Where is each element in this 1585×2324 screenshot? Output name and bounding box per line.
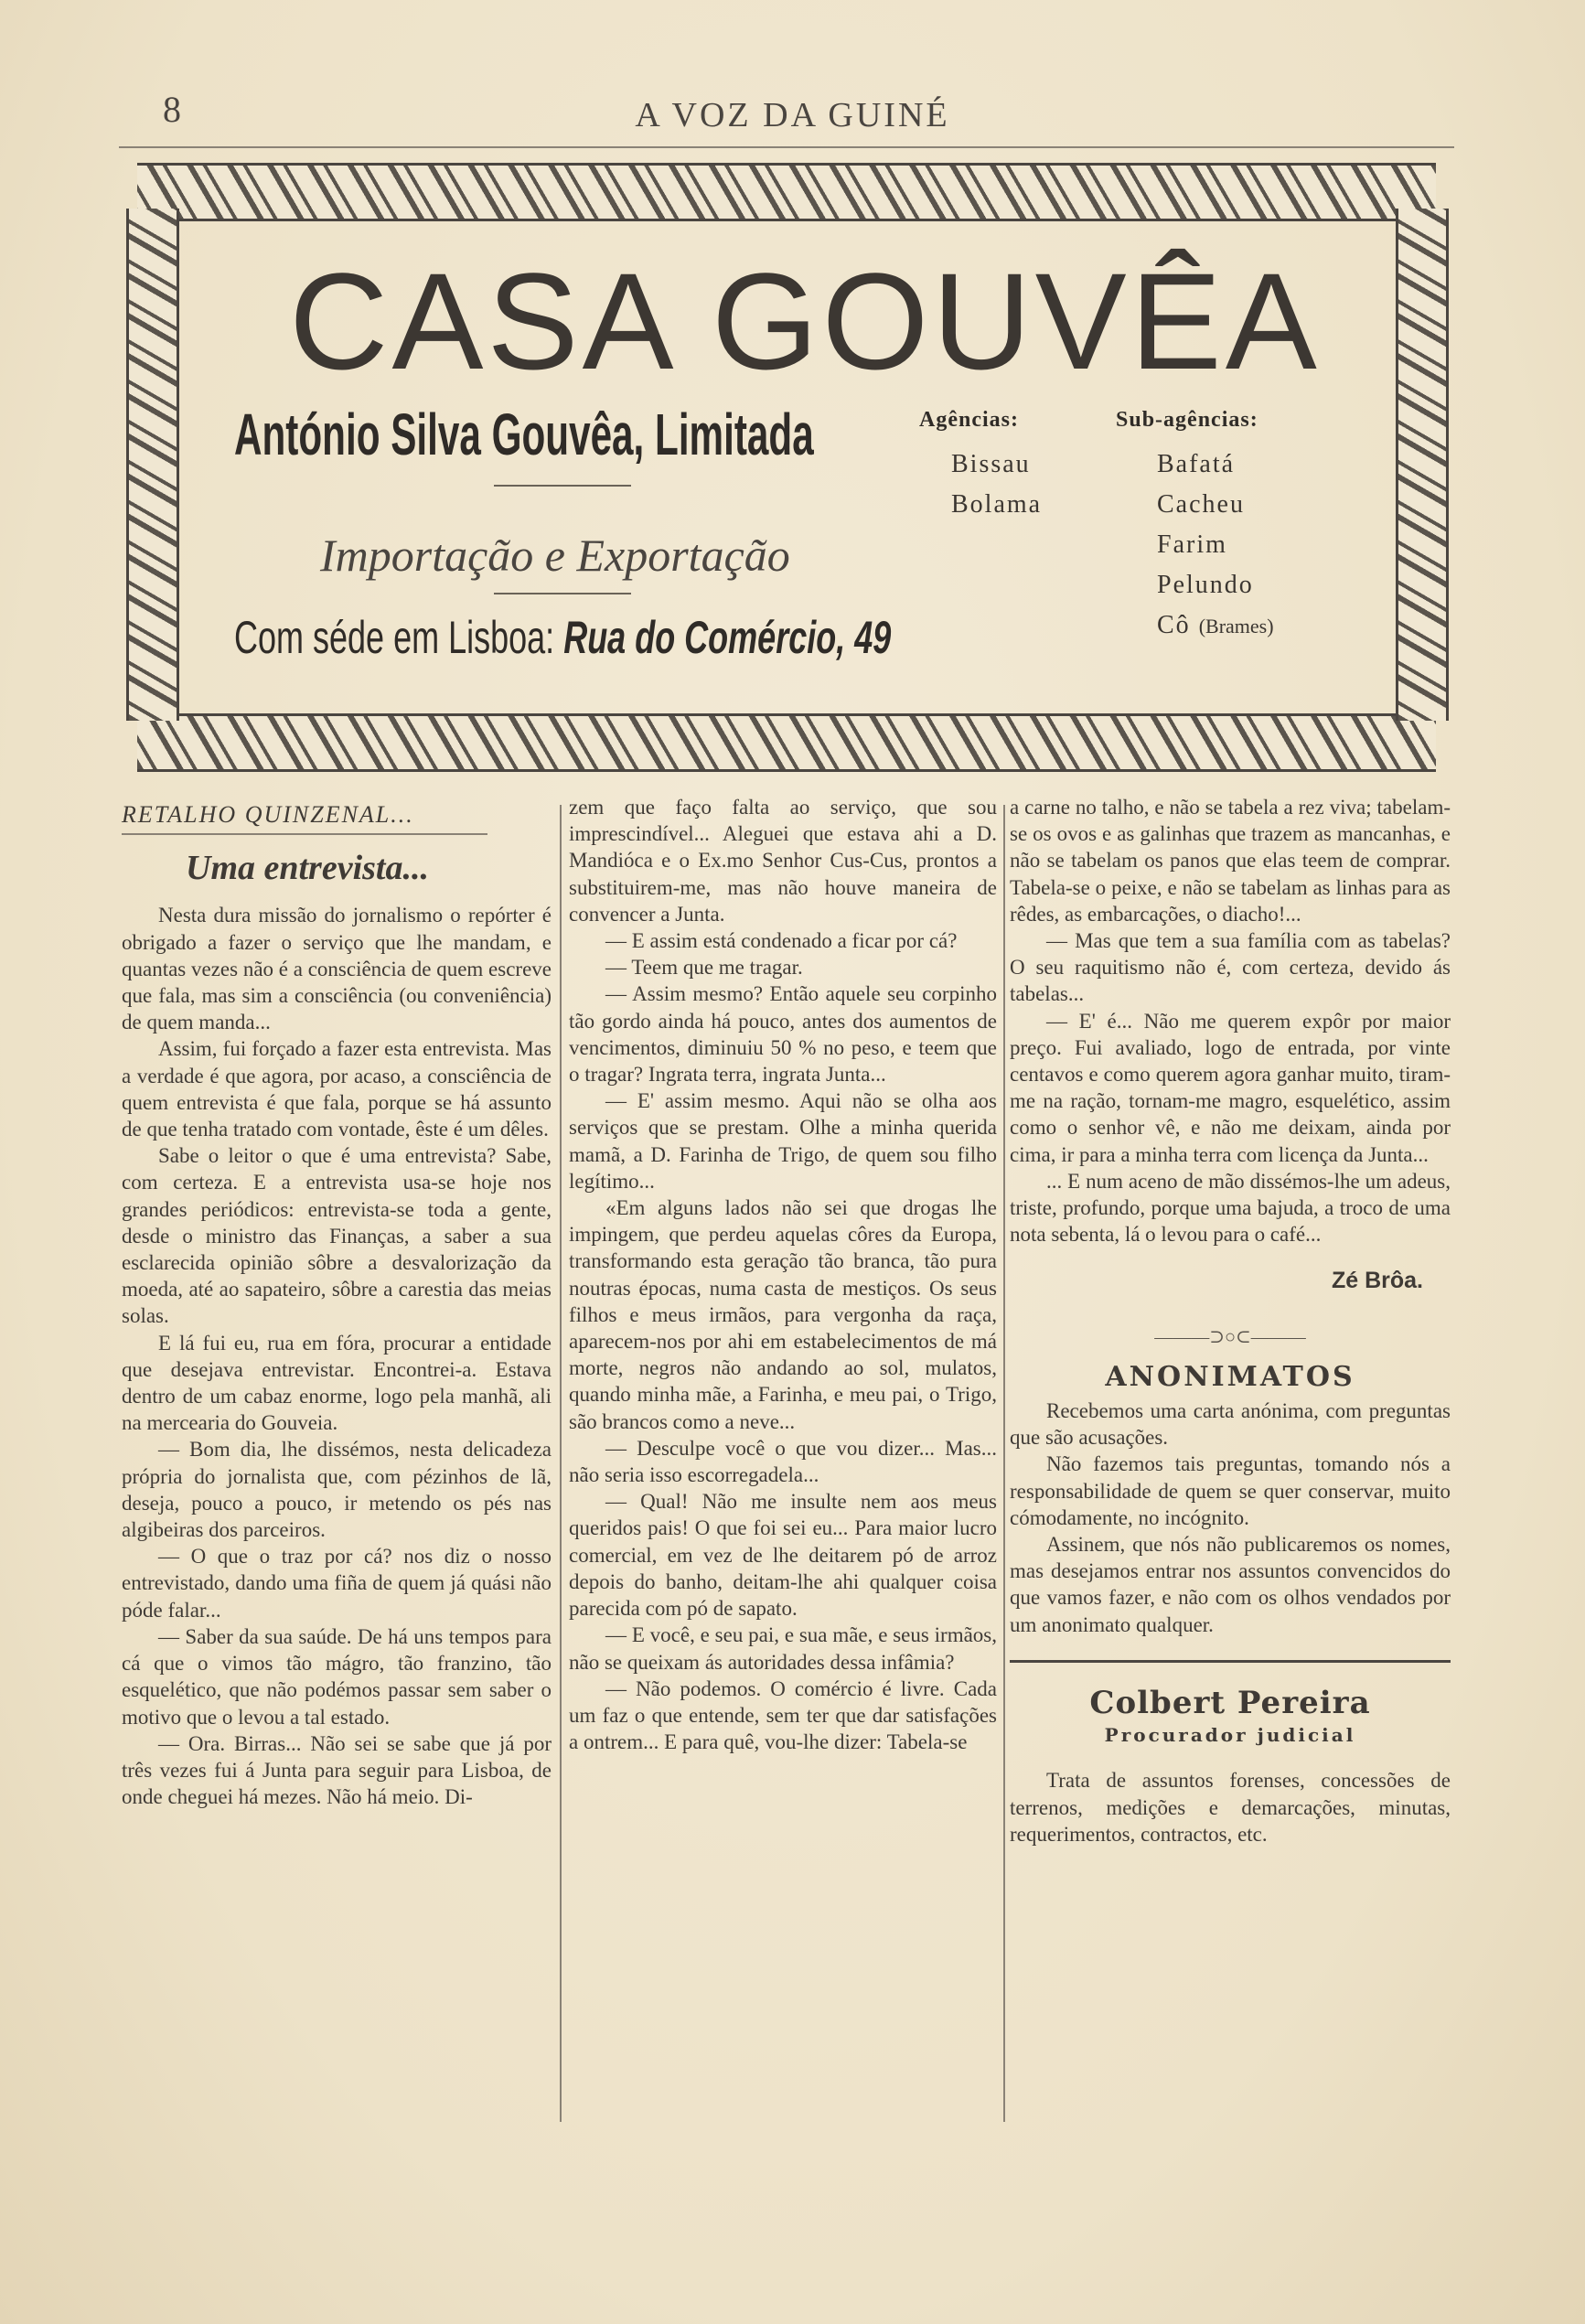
ad-divider bbox=[494, 485, 631, 487]
agencias-heading: Agências: bbox=[919, 408, 1019, 432]
subagencia-co: Cô bbox=[1157, 611, 1191, 639]
article-title: Uma entrevista... bbox=[186, 849, 429, 888]
subagencia-co-note: (Brames) bbox=[1198, 615, 1274, 637]
article-column-3 bbox=[1010, 794, 1451, 1847]
subagencia-item: Bafatá bbox=[1157, 450, 1236, 478]
agencia-item: Bissau bbox=[951, 450, 1031, 478]
ornamental-border-right bbox=[1396, 209, 1449, 721]
subagencias-heading: Sub-agências: bbox=[1116, 408, 1258, 432]
article-signature: Zé Brôa. bbox=[1331, 1268, 1423, 1294]
colbert-title: Procurador judicial bbox=[1104, 1724, 1356, 1747]
article-paragraph: Assim, fui forçado a fazer esta entrevista. Mas a verdade é que agora, por acaso, a consciência de quem entrevista é que fala, porque se há assunto de que tenha tratado com vontade, êste é um dêles. bbox=[122, 1037, 552, 1141]
article-paragraph: Nesta dura missão do jornalismo o repórter é obrigado a fazer o serviço que lhe mandam, e quantas vezes não é a consciência de quem escreve que fala, mas sim a consciência (ou conveniência) de quem manda... bbox=[122, 904, 552, 1034]
anonimatos-paragraph: Recebemos uma carta anónima, com preguntas que são acusações. bbox=[1010, 1399, 1451, 1450]
article-paragraph: E lá fui eu, rua em fóra, procurar a entidade que desejava entrevistar. Encontrei-a. Estava dentro de um cabaz enorme, logo pela manhã, ali na mercearia do Gouveia. bbox=[122, 1331, 552, 1435]
article-paragraph: — Assim mesmo? Então aquele seu corpinho tão gordo ainda há pouco, antes dos aumentos de vencimentos, diminuiu 50 % no peso, e teem que o tragar? Ingrata terra, ingrata Junta... bbox=[569, 982, 997, 1087]
masthead: A VOZ DA GUINÉ bbox=[635, 96, 950, 134]
ad-activity: Importação e Exportação bbox=[320, 530, 790, 581]
article-paragraph: — O que o traz por cá? nos diz o nosso entrevistado, dando uma fiña de quem já quási não póde falar... bbox=[122, 1545, 552, 1622]
anonimatos-paragraph: Assinem, que nós não publicaremos os nomes, mas desejamos entrar nos assuntos convencidos do que vamos fazer, e não com os olhos vendados por um anonimato qualquer. bbox=[1010, 1533, 1451, 1636]
header-rule bbox=[119, 146, 1454, 148]
ad-divider bbox=[494, 593, 631, 594]
ornamental-border-top bbox=[137, 163, 1436, 221]
article-paragraph: zem que faço falta ao serviço, que sou imprescindível... Aleguei que estava ahi a D. Mandióca e o Ex.mo Senhor Cus-Cus, prontos a substituirem-me, mas não houve maneira de convencer a Junta. bbox=[569, 796, 997, 926]
section-divider bbox=[1010, 1660, 1451, 1663]
ad-title: CASA GOUVÊA bbox=[289, 244, 1321, 398]
agencia-item: Bolama bbox=[951, 490, 1043, 519]
article-paragraph: — E você, e seu pai, e sua mãe, e seus irmãos, não se queixam ás autoridades dessa infâmia? bbox=[569, 1623, 997, 1674]
ad-headquarters-address: Rua do Comércio, 49 bbox=[563, 612, 892, 663]
anonimatos-title: ANONIMATOS bbox=[1105, 1360, 1355, 1393]
column-rule bbox=[560, 805, 562, 2122]
article-column-1 bbox=[122, 794, 552, 1810]
article-paragraph: — Mas que tem a sua família com as tabelas? O seu raquitismo não é, com certeza, devido ás tabelas... bbox=[1010, 929, 1451, 1006]
article-paragraph: — Não podemos. O comércio é livre. Cada um faz o que entende, sem ter que dar satisfações a ontrem... E para quê, vou-lhe dizer: Tabela-se bbox=[569, 1676, 997, 1754]
article-paragraph: — E assim está condenado a ficar por cá? bbox=[605, 929, 958, 953]
colbert-name: Colbert Pereira bbox=[1089, 1684, 1371, 1721]
ad-headquarters bbox=[234, 611, 891, 664]
casa-gouvea-advertisement bbox=[119, 154, 1454, 785]
article-paragraph: — E' é... Não me querem expôr por maior preço. Fui avaliado, logo de entrada, por vinte centavos e como querem agora ganhar muito, tiram-me na ração, tornam-me magro, esquelético, assim como o senhor vê, e não me deixam, ainda por cima, ir para a minha terra com licença da Junta... bbox=[1010, 1009, 1451, 1166]
article-paragraph: — Desculpe você o que vou dizer... Mas... não seria isso escorregadela... bbox=[569, 1436, 997, 1487]
subagencias-list bbox=[1157, 444, 1274, 647]
article-paragraph: — Qual! Não me insulte nem aos meus queridos pais! O que foi sei eu... Para maior lucro comercial, em vez de lhe deitarem pó de arroz depois do banho, deitam-lhe ahi qualquer coisa parecida com pó de sapato. bbox=[569, 1490, 997, 1621]
ornamental-border-bottom bbox=[137, 713, 1436, 772]
colbert-text: Trata de assuntos forenses, concessões de terrenos, medições e demarcações, minutas, requerimentos, contractos, etc. bbox=[1010, 1769, 1451, 1846]
subagencia-item bbox=[1157, 605, 1274, 647]
ornament-divider: ———⊃○⊂——— bbox=[1154, 1326, 1306, 1347]
subagencia-item: Cacheu bbox=[1157, 490, 1245, 519]
ad-company-name: António Silva Gouvêa, Limitada bbox=[234, 402, 814, 467]
subagencia-item: Farim bbox=[1157, 530, 1227, 559]
section-rule bbox=[122, 833, 487, 835]
section-heading: RETALHO QUINZENAL... bbox=[122, 801, 414, 828]
subagencia-item: Pelundo bbox=[1157, 571, 1254, 599]
agencias-list bbox=[951, 444, 1042, 525]
page-number: 8 bbox=[163, 89, 181, 130]
column-rule bbox=[1003, 805, 1005, 2122]
article-paragraph: — Saber da sua saúde. De há uns tempos para cá que o vimos tão mágro, tão franzino, tão esquelético, que não podémos passar sem saber o motivo que o levou a tal estado. bbox=[122, 1624, 552, 1729]
anonimatos-paragraph: Não fazemos tais preguntas, tomando nós a responsabilidade de quem se quer conservar, muito cómodamente, no incógnito. bbox=[1010, 1452, 1451, 1529]
article-paragraph: ... E num aceno de mão dissémos-lhe um adeus, triste, profundo, porque uma bajuda, a troco de uma nota sebenta, lá o levou para o café... bbox=[1010, 1169, 1451, 1247]
article-column-2 bbox=[569, 794, 997, 1755]
ad-headquarters-label: Com séde em Lisboa: bbox=[234, 612, 555, 663]
article-paragraph: a carne no talho, e não se tabela a rez viva; tabelam-se os ovos e as galinhas que trazem as mancanhas, e não se tabelam os panos que elas teem de comprar. Tabela-se o peixe, e não se tabelam as linhas para as rêdes, as embarcações, o diacho!... bbox=[1010, 796, 1451, 926]
article-paragraph: «Em alguns lados não sei que drogas lhe impingem, que perdeu aquelas côres da Europa, transformando esta geração tão branca, tão pura noutras épocas, numa casta de mestiços. Os seus filhos e meus irmãos, para vergonha da raça, aparecem-nos por ahi em estabelecimentos de má morte, negros não andando ao sol, mulatos, quando minha mãe, a Farinha, e meu pai, o Trigo, são brancos como a neve... bbox=[569, 1196, 997, 1433]
article-paragraph: — Bom dia, lhe dissémos, nesta delicadeza própria do jornalista que, com pézinhos de lã, deseja, pouco a pouco, ir metendo os pés nas algibeiras dos parceiros. bbox=[122, 1438, 552, 1542]
article-paragraph: — E' assim mesmo. Aqui não se olha aos serviços que se prestam. Olhe a minha querida mamã, a D. Farinha de Trigo, de quem sou filho legítimo... bbox=[569, 1089, 997, 1193]
article-paragraph: — Teem que me tragar. bbox=[605, 956, 803, 980]
ornamental-border-left bbox=[126, 209, 179, 721]
article-paragraph: Sabe o leitor o que é uma entrevista? Sabe, com certeza. E a entrevista usa-se hoje nos grandes periódicos: entrevista-se toda a gente, desde o ministro das Finanças, a saber a sua esclarecida opinião sôbre a desvalorização da moeda, até ao sapateiro, sôbre a carestia das meias solas. bbox=[122, 1144, 552, 1328]
article-paragraph: — Ora. Birras... Não sei se sabe que já por três vezes fui á Junta para seguir para Lisboa, de onde cheguei há mezes. Não há meio. Di- bbox=[122, 1731, 552, 1809]
